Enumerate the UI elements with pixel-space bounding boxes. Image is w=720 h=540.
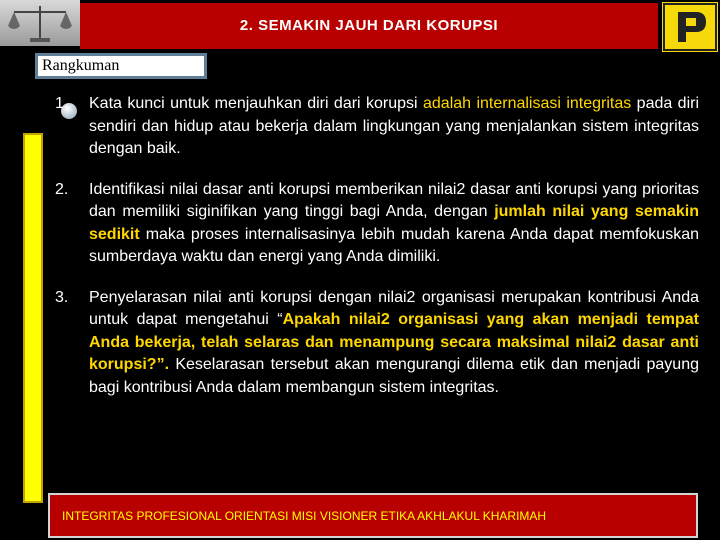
text-segment: Penyelarasan nilai anti korupsi dengan nilai2 organisasi merupakan kontribusi Anda untuk dapat mengetahui “	[89, 288, 699, 328]
summary-list	[55, 93, 699, 417]
item-number: 1.	[55, 95, 69, 112]
item-number: 3.	[55, 288, 69, 306]
item-text	[89, 287, 699, 400]
header-bar	[0, 0, 720, 52]
highlight-text: jumlah nilai yang semakin sedikit	[89, 203, 699, 243]
text-segment: Identifikasi nilai dasar anti korupsi memberikan nilai2 dasar anti korupsi yang prioritas dan memiliki siginifikan yang tinggi bagi Anda, dengan	[89, 180, 699, 220]
list-item	[55, 93, 699, 161]
item-text	[89, 179, 699, 269]
list-item	[55, 179, 699, 269]
text-segment: Kata kunci untuk menjauhkan diri dari korupsi	[89, 95, 423, 112]
text-segment: maka proses internalisasinya lebih mudah karena Anda dapat memfokuskan sumberdaya waktu dan energi yang Anda dimiliki.	[89, 225, 699, 265]
section-label: Rangkuman	[35, 53, 207, 79]
list-item	[55, 287, 699, 400]
footer-values-text: INTEGRITAS PROFESIONAL ORIENTASI MISI VISIONER ETIKA AKHLAKUL KHARIMAH	[62, 509, 547, 523]
footer-bar	[48, 493, 698, 538]
highlight-text: adalah internalisasi integritas	[423, 95, 632, 112]
text-segment: pada diri sendiri dan hidup atau bekerja dalam lingkungan yang menjalankan sistem integritas dengan baik.	[89, 95, 700, 157]
text-segment: Keselarasan tersebut akan mengurangi dilema etik dan menjadi payung bagi kontribusi Anda dalam membangun sistem integritas.	[89, 356, 699, 396]
sidebar-decoration	[23, 133, 43, 503]
pu-logo-icon	[662, 2, 718, 52]
item-number: 2.	[55, 180, 69, 198]
highlight-text: Apakah nilai2 organisasi yang akan menjadi tempat Anda bekerja, telah selaras dan menampung secara maksimal nilai2 dasar anti korupsi?”.	[89, 311, 699, 373]
page-title: 2. SEMAKIN JAUH DARI KORUPSI	[239, 17, 499, 34]
item-text	[89, 93, 699, 161]
scales-of-justice-icon	[0, 0, 80, 46]
